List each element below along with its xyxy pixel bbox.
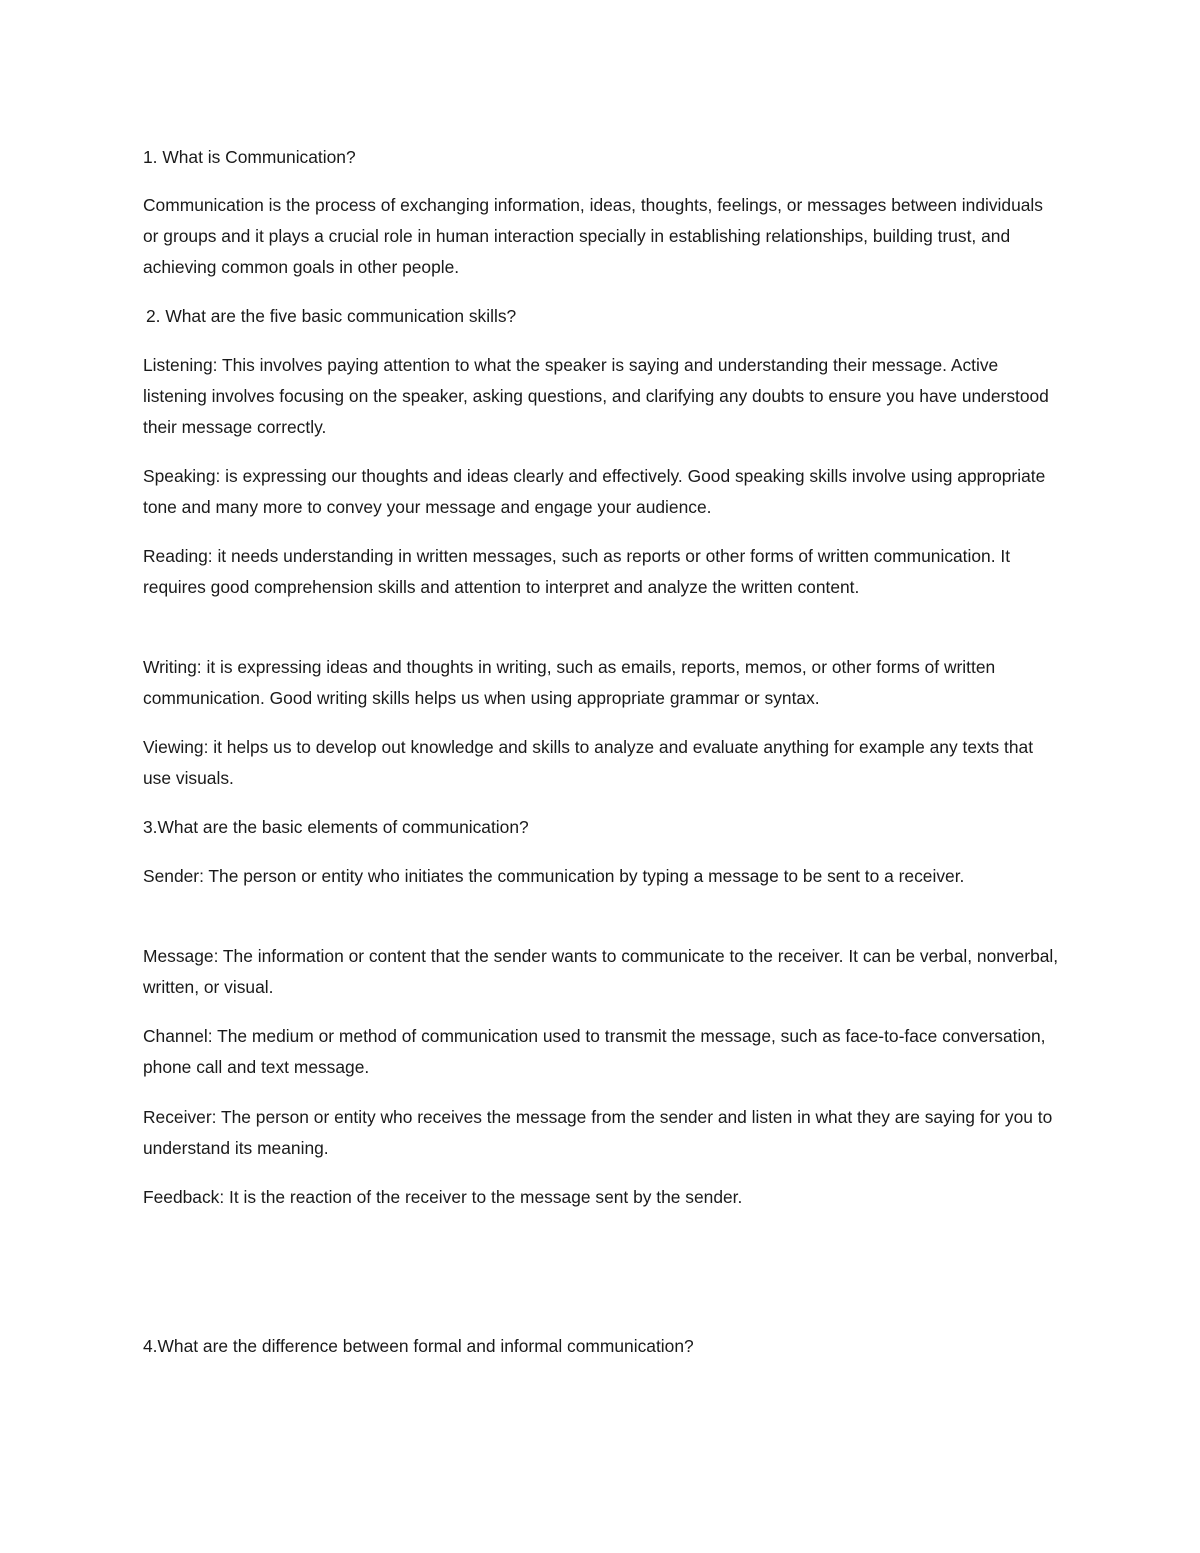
skill-writing-paragraph: Writing: it is expressing ideas and thoughts in writing, such as emails, reports, memos, or other forms of written communication. Good writing skills helps us when using appropriate grammar or syntax. [143, 657, 996, 708]
question-2-heading: 2. What are the five basic communication skills? [146, 306, 517, 326]
skill-speaking-paragraph: Speaking: is expressing our thoughts and ideas clearly and effectively. Good speaking skills involve using appropriate tone and many more to convey your message and engage your audience. [143, 466, 1046, 517]
element-sender-paragraph: Sender: The person or entity who initiates the communication by typing a message to be sent to a receiver. [143, 866, 965, 886]
element-message-paragraph: Message: The information or content that the sender wants to communicate to the receiver. It can be verbal, nonverbal, written, or visual. [143, 946, 1059, 997]
question-4-heading: 4.What are the difference between formal and informal communication? [143, 1336, 694, 1356]
question-1-heading: 1. What is Communication? [143, 147, 356, 167]
answer-1-paragraph: Communication is the process of exchanging information, ideas, thoughts, feelings, or messages between individuals or groups and it plays a crucial role in human interaction specially in establishing relationships, building trust, and achieving common goals in other people. [143, 195, 1043, 277]
skill-viewing-paragraph: Viewing: it helps us to develop out knowledge and skills to analyze and evaluate anything for example any texts that use visuals. [143, 737, 1034, 788]
element-feedback-paragraph: Feedback: It is the reaction of the receiver to the message sent by the sender. [143, 1187, 743, 1207]
skill-reading-paragraph: Reading: it needs understanding in written messages, such as reports or other forms of written communication. It requires good comprehension skills and attention to interpret and analyze the written content. [143, 546, 1011, 597]
skill-listening-paragraph: Listening: This involves paying attention to what the speaker is saying and understanding their message. Active listening involves focusing on the speaker, asking questions, and clarifying any doubts to ensure you have understood their message correctly. [143, 355, 1049, 437]
element-channel-paragraph: Channel: The medium or method of communication used to transmit the message, such as face-to-face conversation, phone call and text message. [143, 1026, 1046, 1077]
element-receiver-paragraph: Receiver: The person or entity who receives the message from the sender and listen in what they are saying for you to understand its meaning. [143, 1107, 1053, 1158]
question-3-heading: 3.What are the basic elements of communication? [143, 817, 529, 837]
